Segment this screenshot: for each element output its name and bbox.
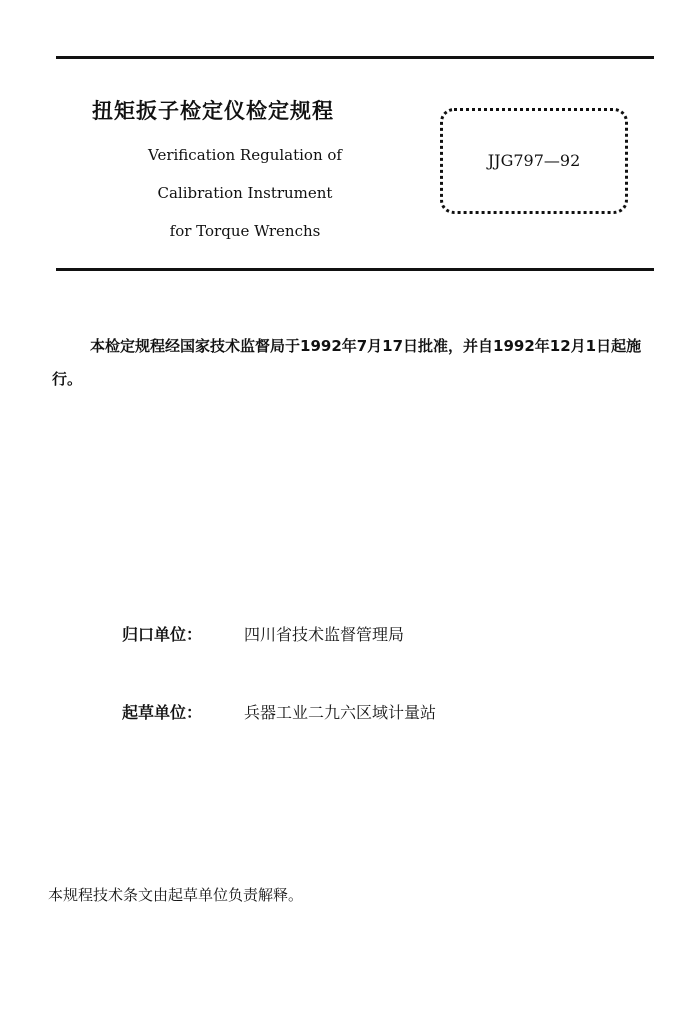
interpretation-note: 本规程技术条文由起草单位负责解释。 — [48, 886, 304, 904]
regulation-title-en-line2: Calibration Instrument — [157, 184, 333, 202]
regulation-code: JJG797—92 — [487, 151, 581, 170]
regulation-title-cn: 扭矩扳子检定仪检定规程 — [92, 99, 334, 123]
drafting-unit-label: 起草单位： — [122, 703, 203, 722]
regulation-code-box — [440, 108, 628, 214]
responsible-unit-row — [122, 622, 404, 645]
top-rule — [56, 56, 654, 59]
bottom-rule — [56, 268, 654, 271]
responsible-unit-label: 归口单位： — [122, 625, 203, 644]
drafting-unit-value: 兵器工业二九六区域计量站 — [244, 703, 437, 722]
regulation-title-en-line1: Verification Regulation of — [148, 146, 342, 164]
regulation-title-en-line3: for Torque Wrenchs — [169, 222, 321, 240]
responsible-unit-value: 四川省技术监督管理局 — [244, 625, 405, 644]
approval-statement: 本检定规程经国家技术监督局于1992年7月17日批准，并自1992年12月1日起施行。 — [52, 337, 642, 388]
drafting-unit-row — [122, 700, 436, 723]
